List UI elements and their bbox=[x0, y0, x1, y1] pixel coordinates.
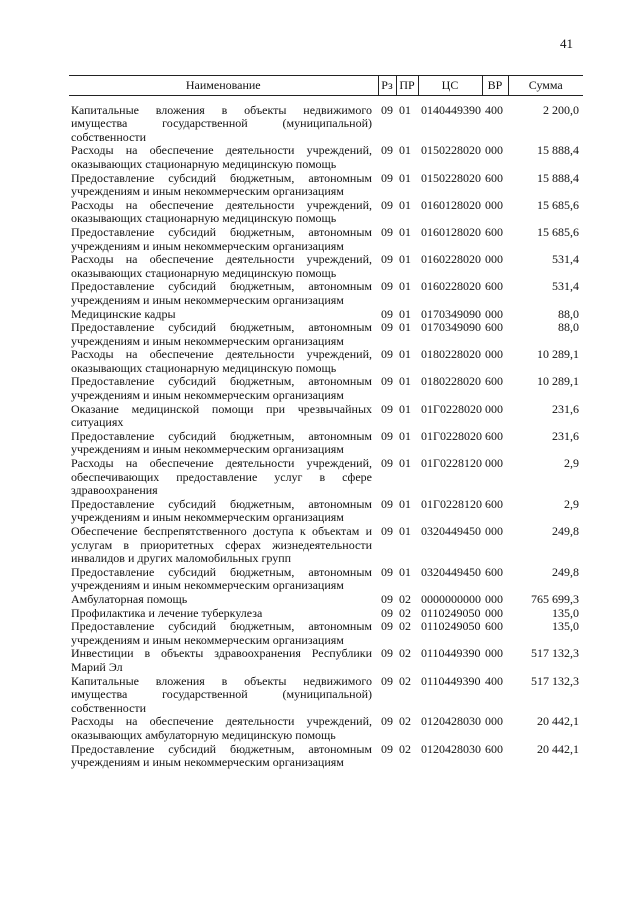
row-cs: 0160228020 bbox=[421, 252, 481, 267]
row-pr: 01 bbox=[399, 374, 411, 389]
row-cs: 0160128020 bbox=[421, 197, 481, 212]
row-cs: 0000000000 bbox=[421, 591, 481, 606]
row-sum: 15 685,6 bbox=[537, 224, 579, 239]
row-sum: 2,9 bbox=[564, 496, 579, 511]
row-rz: 09 bbox=[381, 456, 393, 471]
row-sum: 15 888,4 bbox=[537, 143, 579, 158]
row-vr: 000 bbox=[485, 591, 503, 606]
row-cs: 0150228020 bbox=[421, 143, 481, 158]
row-cs: 0150228020 bbox=[421, 170, 481, 185]
row-pr: 02 bbox=[399, 591, 411, 606]
row-rz: 09 bbox=[381, 714, 393, 729]
row-name: Предоставление субсидий бюджетным, автономным учреждениям и иным некоммерческим организациям bbox=[71, 564, 372, 593]
row-rz: 09 bbox=[381, 102, 393, 117]
row-pr: 01 bbox=[399, 143, 411, 158]
row-name: Предоставление субсидий бюджетным, автономным учреждениям и иным некоммерческим организациям bbox=[71, 619, 372, 647]
row-pr: 01 bbox=[399, 564, 411, 579]
row-pr: 02 bbox=[399, 741, 411, 756]
row-pr: 01 bbox=[399, 428, 411, 443]
table-row bbox=[69, 308, 583, 322]
row-name: Амбулаторная помощь bbox=[71, 591, 188, 606]
row-sum: 531,4 bbox=[552, 279, 579, 294]
row-sum: 2,9 bbox=[564, 456, 579, 471]
row-cs: 01Г0228020 bbox=[421, 401, 482, 416]
page-number: 41 bbox=[560, 36, 573, 51]
row-pr: 01 bbox=[399, 524, 411, 538]
row-pr: 01 bbox=[399, 496, 411, 511]
row-name: Расходы на обеспечение деятельности учреждений, оказывающих стационарную медицинскую помощь bbox=[71, 143, 372, 171]
row-rz: 09 bbox=[381, 320, 393, 335]
row-rz: 09 bbox=[381, 170, 393, 185]
row-pr: 01 bbox=[399, 102, 411, 117]
row-name: Медицинские кадры bbox=[71, 306, 176, 321]
row-pr: 02 bbox=[399, 714, 411, 729]
row-rz: 09 bbox=[381, 279, 393, 294]
row-rz: 09 bbox=[381, 564, 393, 579]
row-pr: 01 bbox=[399, 306, 411, 321]
header-name: Наименование bbox=[69, 76, 378, 96]
row-name: Расходы на обеспечение деятельности учреждений, оказывающих амбулаторную медицинскую помощь bbox=[71, 714, 372, 742]
row-name: Предоставление субсидий бюджетным, автономным учреждениям и иным некоммерческим организациям bbox=[71, 428, 372, 457]
header-sum: Сумма bbox=[508, 76, 583, 96]
table-row bbox=[69, 715, 583, 742]
row-rz: 09 bbox=[381, 673, 393, 688]
table-row bbox=[69, 199, 583, 226]
table-row bbox=[69, 403, 583, 430]
row-rz: 09 bbox=[381, 224, 393, 239]
row-sum: 10 289,1 bbox=[537, 374, 579, 389]
row-cs: 0160128020 bbox=[421, 224, 481, 239]
row-sum: 15 888,4 bbox=[537, 170, 579, 185]
table-row bbox=[69, 348, 583, 375]
table-row bbox=[69, 172, 583, 199]
row-rz: 09 bbox=[381, 374, 393, 389]
row-cs: 0120428030 bbox=[421, 741, 481, 756]
row-rz: 09 bbox=[381, 306, 393, 321]
row-rz: 09 bbox=[381, 252, 393, 267]
row-sum: 88,0 bbox=[558, 320, 579, 335]
table-row bbox=[69, 430, 583, 457]
row-pr: 01 bbox=[399, 320, 411, 335]
row-sum: 249,8 bbox=[552, 524, 579, 538]
row-sum: 20 442,1 bbox=[537, 714, 579, 729]
row-pr: 01 bbox=[399, 279, 411, 294]
row-name: Предоставление субсидий бюджетным, автономным учреждениям и иным некоммерческим организациям bbox=[71, 320, 372, 348]
table-row bbox=[69, 498, 583, 525]
row-sum: 531,4 bbox=[552, 252, 579, 267]
table-row bbox=[69, 144, 583, 171]
row-vr: 000 bbox=[485, 401, 503, 416]
row-name: Оказание медицинской помощи при чрезвычайных ситуациях bbox=[71, 401, 372, 430]
row-sum: 517 132,3 bbox=[531, 646, 579, 661]
row-vr: 600 bbox=[485, 564, 503, 579]
row-vr: 600 bbox=[485, 170, 503, 185]
row-sum: 135,0 bbox=[552, 619, 579, 634]
row-pr: 01 bbox=[399, 347, 411, 362]
row-rz: 09 bbox=[381, 496, 393, 511]
row-vr: 600 bbox=[485, 428, 503, 443]
budget-table bbox=[69, 75, 583, 770]
table-row bbox=[69, 95, 583, 144]
row-cs: 0140449390 bbox=[421, 102, 481, 117]
row-pr: 01 bbox=[399, 456, 411, 471]
row-name: Расходы на обеспечение деятельности учреждений, обеспечивающих предоставление услуг в сфере здравоохранения bbox=[71, 456, 372, 498]
row-cs: 0170349090 bbox=[421, 320, 481, 335]
row-cs: 01Г0228120 bbox=[421, 456, 482, 471]
row-sum: 231,6 bbox=[552, 428, 579, 443]
row-cs: 0110249050 bbox=[421, 605, 481, 620]
row-vr: 000 bbox=[485, 197, 503, 212]
header-rz: Рз bbox=[378, 76, 396, 96]
row-vr: 600 bbox=[485, 619, 503, 634]
row-name: Предоставление субсидий бюджетным, автономным учреждениям и иным некоммерческим организациям bbox=[71, 741, 372, 770]
row-name: Профилактика и лечение туберкулеза bbox=[71, 605, 263, 620]
table-row bbox=[69, 675, 583, 716]
row-name: Обеспечение беспрепятственного доступа к объектам и услугам в приоритетных сферах жизнедеятельности инвалидов и других маломобильных групп bbox=[71, 524, 372, 566]
row-pr: 02 bbox=[399, 646, 411, 661]
row-rz: 09 bbox=[381, 401, 393, 416]
row-pr: 01 bbox=[399, 401, 411, 416]
row-pr: 02 bbox=[399, 619, 411, 634]
row-sum: 20 442,1 bbox=[537, 741, 579, 756]
row-rz: 09 bbox=[381, 646, 393, 661]
row-sum: 15 685,6 bbox=[537, 197, 579, 212]
table-row bbox=[69, 647, 583, 674]
row-name: Капитальные вложения в объекты недвижимого имущества государственной (муниципальной) собственности bbox=[71, 673, 372, 715]
row-vr: 000 bbox=[485, 714, 503, 729]
row-sum: 231,6 bbox=[552, 401, 579, 416]
row-vr: 600 bbox=[485, 224, 503, 239]
table-row bbox=[69, 457, 583, 498]
row-cs: 0320449450 bbox=[421, 524, 481, 538]
row-name: Предоставление субсидий бюджетным, автономным учреждениям и иным некоммерческим организациям bbox=[71, 374, 372, 403]
row-name: Расходы на обеспечение деятельности учреждений, оказывающих стационарную медицинскую помощь bbox=[71, 347, 372, 375]
row-sum: 88,0 bbox=[558, 306, 579, 321]
header-pr: ПР bbox=[396, 76, 418, 96]
row-vr: 000 bbox=[485, 646, 503, 661]
row-cs: 0180228020 bbox=[421, 347, 481, 362]
row-vr: 600 bbox=[485, 741, 503, 756]
row-name: Инвестиции в объекты здравоохранения Республики Марий Эл bbox=[71, 646, 372, 674]
row-sum: 517 132,3 bbox=[531, 673, 579, 688]
row-cs: 0170349090 bbox=[421, 306, 481, 321]
row-rz: 09 bbox=[381, 605, 393, 620]
row-vr: 400 bbox=[485, 102, 503, 117]
table-row bbox=[69, 525, 583, 566]
row-pr: 01 bbox=[399, 170, 411, 185]
row-pr: 02 bbox=[399, 673, 411, 688]
row-vr: 400 bbox=[485, 673, 503, 688]
row-cs: 01Г0228120 bbox=[421, 496, 482, 511]
row-rz: 09 bbox=[381, 143, 393, 158]
table-row bbox=[69, 375, 583, 402]
row-cs: 01Г0228020 bbox=[421, 428, 482, 443]
row-cs: 0320449450 bbox=[421, 564, 481, 579]
row-name: Расходы на обеспечение деятельности учреждений, оказывающих стационарную медицинскую помощь bbox=[71, 252, 372, 280]
row-cs: 0160228020 bbox=[421, 279, 481, 294]
row-cs: 0110449390 bbox=[421, 646, 481, 661]
row-vr: 000 bbox=[485, 143, 503, 158]
row-pr: 01 bbox=[399, 252, 411, 267]
row-pr: 01 bbox=[399, 197, 411, 212]
row-cs: 0110449390 bbox=[421, 673, 481, 688]
row-rz: 09 bbox=[381, 524, 393, 538]
row-cs: 0120428030 bbox=[421, 714, 481, 729]
row-vr: 000 bbox=[485, 605, 503, 620]
table-body bbox=[69, 95, 583, 770]
row-sum: 2 200,0 bbox=[543, 102, 579, 117]
row-name: Предоставление субсидий бюджетным, автономным учреждениям и иным некоммерческим организациям bbox=[71, 496, 372, 525]
header-vr: ВР bbox=[482, 76, 508, 96]
row-vr: 000 bbox=[485, 524, 503, 538]
row-rz: 09 bbox=[381, 591, 393, 606]
row-vr: 000 bbox=[485, 456, 503, 471]
row-rz: 09 bbox=[381, 741, 393, 756]
table-row bbox=[69, 607, 583, 621]
row-rz: 09 bbox=[381, 428, 393, 443]
row-name: Предоставление субсидий бюджетным, автономным учреждениям и иным некоммерческим организациям bbox=[71, 224, 372, 253]
row-name: Расходы на обеспечение деятельности учреждений, оказывающих стационарную медицинскую помощь bbox=[71, 197, 372, 226]
row-sum: 765 699,3 bbox=[531, 591, 579, 606]
table-row bbox=[69, 593, 583, 607]
row-name: Предоставление субсидий бюджетным, автономным учреждениям и иным некоммерческим организациям bbox=[71, 170, 372, 199]
row-vr: 600 bbox=[485, 279, 503, 294]
row-cs: 0110249050 bbox=[421, 619, 481, 634]
table-row bbox=[69, 620, 583, 647]
row-rz: 09 bbox=[381, 619, 393, 634]
row-vr: 600 bbox=[485, 320, 503, 335]
row-name: Предоставление субсидий бюджетным, автономным учреждениям и иным некоммерческим организациям bbox=[71, 279, 372, 307]
table-header-row bbox=[69, 76, 583, 96]
header-cs: ЦС bbox=[418, 76, 482, 96]
row-pr: 02 bbox=[399, 605, 411, 620]
table-row bbox=[69, 280, 583, 307]
table-row bbox=[69, 743, 583, 770]
row-pr: 01 bbox=[399, 224, 411, 239]
row-sum: 135,0 bbox=[552, 605, 579, 620]
row-vr: 600 bbox=[485, 496, 503, 511]
row-vr: 000 bbox=[485, 252, 503, 267]
row-vr: 000 bbox=[485, 347, 503, 362]
table-row bbox=[69, 226, 583, 253]
row-vr: 000 bbox=[485, 306, 503, 321]
table-row bbox=[69, 566, 583, 593]
row-cs: 0180228020 bbox=[421, 374, 481, 389]
row-name: Капитальные вложения в объекты недвижимого имущества государственной (муниципальной) собственности bbox=[71, 102, 372, 144]
table-row bbox=[69, 321, 583, 348]
table-row bbox=[69, 253, 583, 280]
row-vr: 600 bbox=[485, 374, 503, 389]
row-sum: 249,8 bbox=[552, 564, 579, 579]
row-sum: 10 289,1 bbox=[537, 347, 579, 362]
row-rz: 09 bbox=[381, 347, 393, 362]
row-rz: 09 bbox=[381, 197, 393, 212]
